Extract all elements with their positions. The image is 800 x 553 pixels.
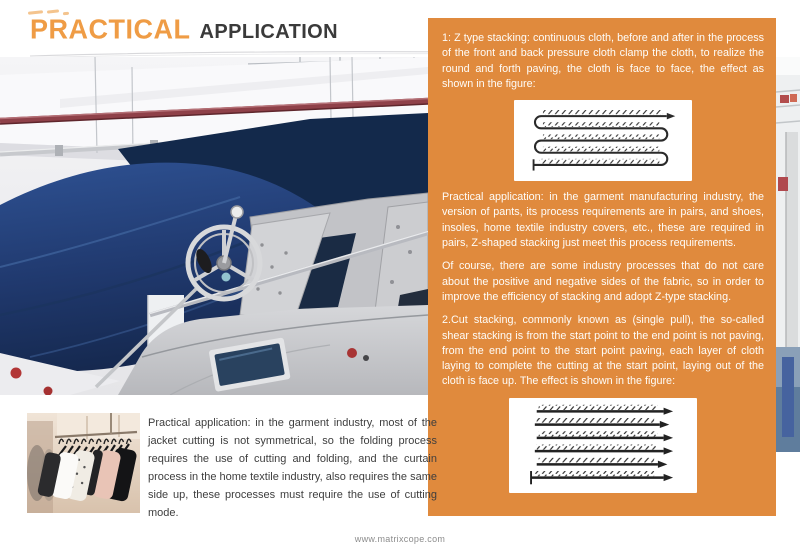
z-type-stacking-figure: [514, 100, 692, 181]
right-edge-photo: [776, 57, 800, 452]
page-title: [30, 14, 338, 45]
cut-stacking-figure: [509, 398, 697, 493]
bottom-practical-application-text: Practical application: in the garment industry, most of the jacket cutting is not symmetrical, so the folding process requires the use of cutting and folding, and the curtain process in the home textile industry, also requires the same side up, these processes must require the use of cutting mode.: [148, 417, 437, 519]
paragraph-efficiency: Of course, there are some industry processes that do not care about the positive and negative sides of the fabric, so in order to improve the efficiency of stacking and adopt Z-type stacking.: [442, 260, 764, 303]
title-secondary: APPLICATION: [199, 21, 338, 43]
machine-photo: [0, 57, 428, 395]
paragraph-z-type-stacking: 1: Z type stacking: continuous cloth, before and after in the process of the front and back pressure cloth clamp the cloth, to realize the round and forth paving, the cloth is face to face, the effect as shown in the figure:: [442, 32, 764, 90]
paragraph-practical-application: Practical application: in the garment manufacturing industry, the version of pants, its process requirements are in pairs, and shoes, insoles, home textile industry covers, etc., these are required in pairs, Z-shaped stacking just meet this process requirements.: [442, 191, 764, 250]
footer-website: www.matrixcope.com: [354, 534, 446, 544]
title-primary: PRACTICAL: [30, 13, 191, 45]
clothes-rack-photo: [27, 413, 140, 513]
paragraph-cut-stacking: 2.Cut stacking, commonly known as (single pull), the so-called shear stacking is from the start point to the end point is not paving, from the end point to the start point paving, each layer of cloth laying to complete the cutting at the start point, laying out of the cloth is face up. The effect is shown in the figure:: [442, 314, 764, 388]
info-panel: [428, 18, 776, 516]
